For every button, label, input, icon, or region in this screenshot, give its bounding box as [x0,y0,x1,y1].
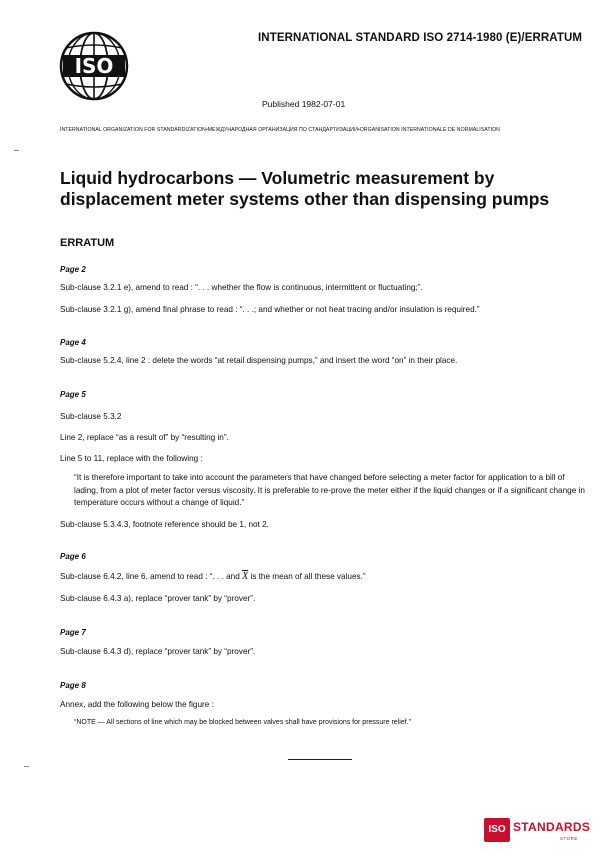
published-date: Published 1982-07-01 [262,99,346,109]
page-5-line-1: Sub-clause 5.3.2 [60,412,122,421]
document-title-line-2: displacement meter systems other than dispensing pumps [60,189,550,209]
document-title-line-1: Liquid hydrocarbons — Volumetric measurement by [60,168,495,188]
organization-banner: INTERNATIONAL ORGANIZATION FOR STANDARDIZATION•МЕЖДУНАРОДНАЯ ОРГАНИЗАЦИЯ ПО СТАНДАРТИЗАЦИИ•ORGANISATION INTERNATIONALE DE NORMALISATION [60,127,500,133]
page-6-line-1-end: is the mean of all these values.” [248,572,366,581]
page-6-line-2: Sub-clause 6.4.3 a), replace “prover tank” by “prover”. [60,594,256,603]
document-title [60,168,580,210]
iso-logo [58,30,130,102]
margin-mark [24,766,29,767]
page-2-heading: Page 2 [60,265,86,274]
page-4-line-1: Sub-clause 5.2.4, line 2 : delete the words “at retail dispensing pumps,” and insert the word “on” in their place. [60,356,458,365]
page-8-heading: Page 8 [60,681,86,690]
page-5-heading: Page 5 [60,390,86,399]
end-rule [288,759,352,760]
page-7-line-1: Sub-clause 6.4.3 d), replace “prover tank” by “prover”. [60,647,256,656]
margin-mark [14,150,19,151]
iso-store-logo: ISO [484,818,510,842]
page-7-heading: Page 7 [60,628,86,637]
page-8-note: “NOTE — All sections of line which may be blocked between valves shall have provisions for pressure relief.” [74,719,411,726]
iso-logo-text: ISO [74,54,114,78]
page-8-line-1: Annex, add the following below the figure : [60,700,214,709]
page-4-heading: Page 4 [60,338,86,347]
page-5-line-3: Line 5 to 11, replace with the following : [60,454,203,463]
page-5-quote: “It is therefore important to take into account the parameters that have changed before selecting a meter factor for application to a bill of lading, from a plot of meter factor versus viscosity. It is preferable to re-prove the meter either if the liquid changes or if a significant change in temperature occurs without a change of liquid.” [74,473,585,508]
x-bar-symbol: $\overline{X}$ [242,571,249,582]
store-wordmark: STORE [560,836,578,841]
standards-wordmark: STANDARDS [513,820,591,834]
erratum-heading: ERRATUM [60,237,115,249]
page-6-line-1-start: Sub-clause 6.4.2, line 6, amend to read : “. . . and [60,572,243,581]
page-5-line-2: Line 2, replace “as a result of” by “resulting in”. [60,433,229,442]
page-2-line-2: Sub-clause 3.2.1 g), amend final phrase to read : “. . .; and whether or not heat tracing and/or insulation is required.” [60,305,480,314]
page-5-line-4: Sub-clause 5.3.4.3, footnote reference should be 1, not 2. [60,520,269,529]
page-6-line-1 [60,571,366,582]
page-2-line-1: Sub-clause 3.2.1 e), amend to read : “. . . whether the flow is continuous, intermittent or fluctuating;”. [60,283,423,292]
standard-title: INTERNATIONAL STANDARD ISO 2714-1980 (E)/ERRATUM [258,32,583,44]
page-6-heading: Page 6 [60,552,86,561]
